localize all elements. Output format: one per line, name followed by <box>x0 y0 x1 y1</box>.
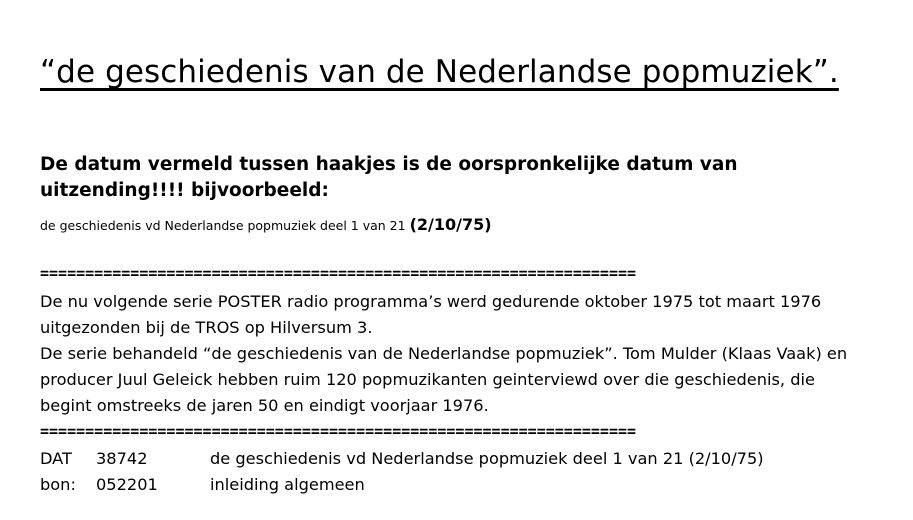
intro-text: De datum vermeld tussen haakjes is de oorspronkelijke datum van uitzending!!!! bijvoorbeeld: <box>40 154 738 201</box>
record-row-dat <box>40 446 870 472</box>
page-title: “de geschiedenis van de Nederlandse popmuziek”. <box>40 54 839 90</box>
example-text: de geschiedenis vd Nederlandse popmuziek deel 1 van 21 <box>40 218 410 233</box>
series-description <box>40 289 870 419</box>
record-label: bon: <box>40 475 76 494</box>
record-code: 38742 <box>96 449 148 468</box>
description-paragraph-1: De nu volgende serie POSTER radio programma’s werd gedurende oktober 1975 tot maart 1976 uitgezonden bij de TROS op Hilversum 3. <box>40 292 822 337</box>
record-text: inleiding algemeen <box>210 475 365 494</box>
record-row-bon <box>40 472 870 498</box>
separator-bottom: ================================================================== <box>40 424 637 438</box>
record-label: DAT <box>40 449 72 468</box>
record-code: 052201 <box>96 475 158 494</box>
separator-top: ================================================================== <box>40 266 637 280</box>
record-list <box>40 446 870 498</box>
description-paragraph-2: De serie behandeld “de geschiedenis van de Nederlandse popmuziek”. Tom Mulder (Klaas Vaak) en producer Juul Geleick hebben ruim 120 popmuzikanten geinterviewd over die geschiedenis, die begint omstreeks de jaren 50 en eindigt voorjaar 1976. <box>40 344 848 415</box>
example-line <box>40 214 492 237</box>
example-date: (2/10/75) <box>409 215 492 234</box>
record-text: de geschiedenis vd Nederlandse popmuziek deel 1 van 21 (2/10/75) <box>210 449 764 468</box>
